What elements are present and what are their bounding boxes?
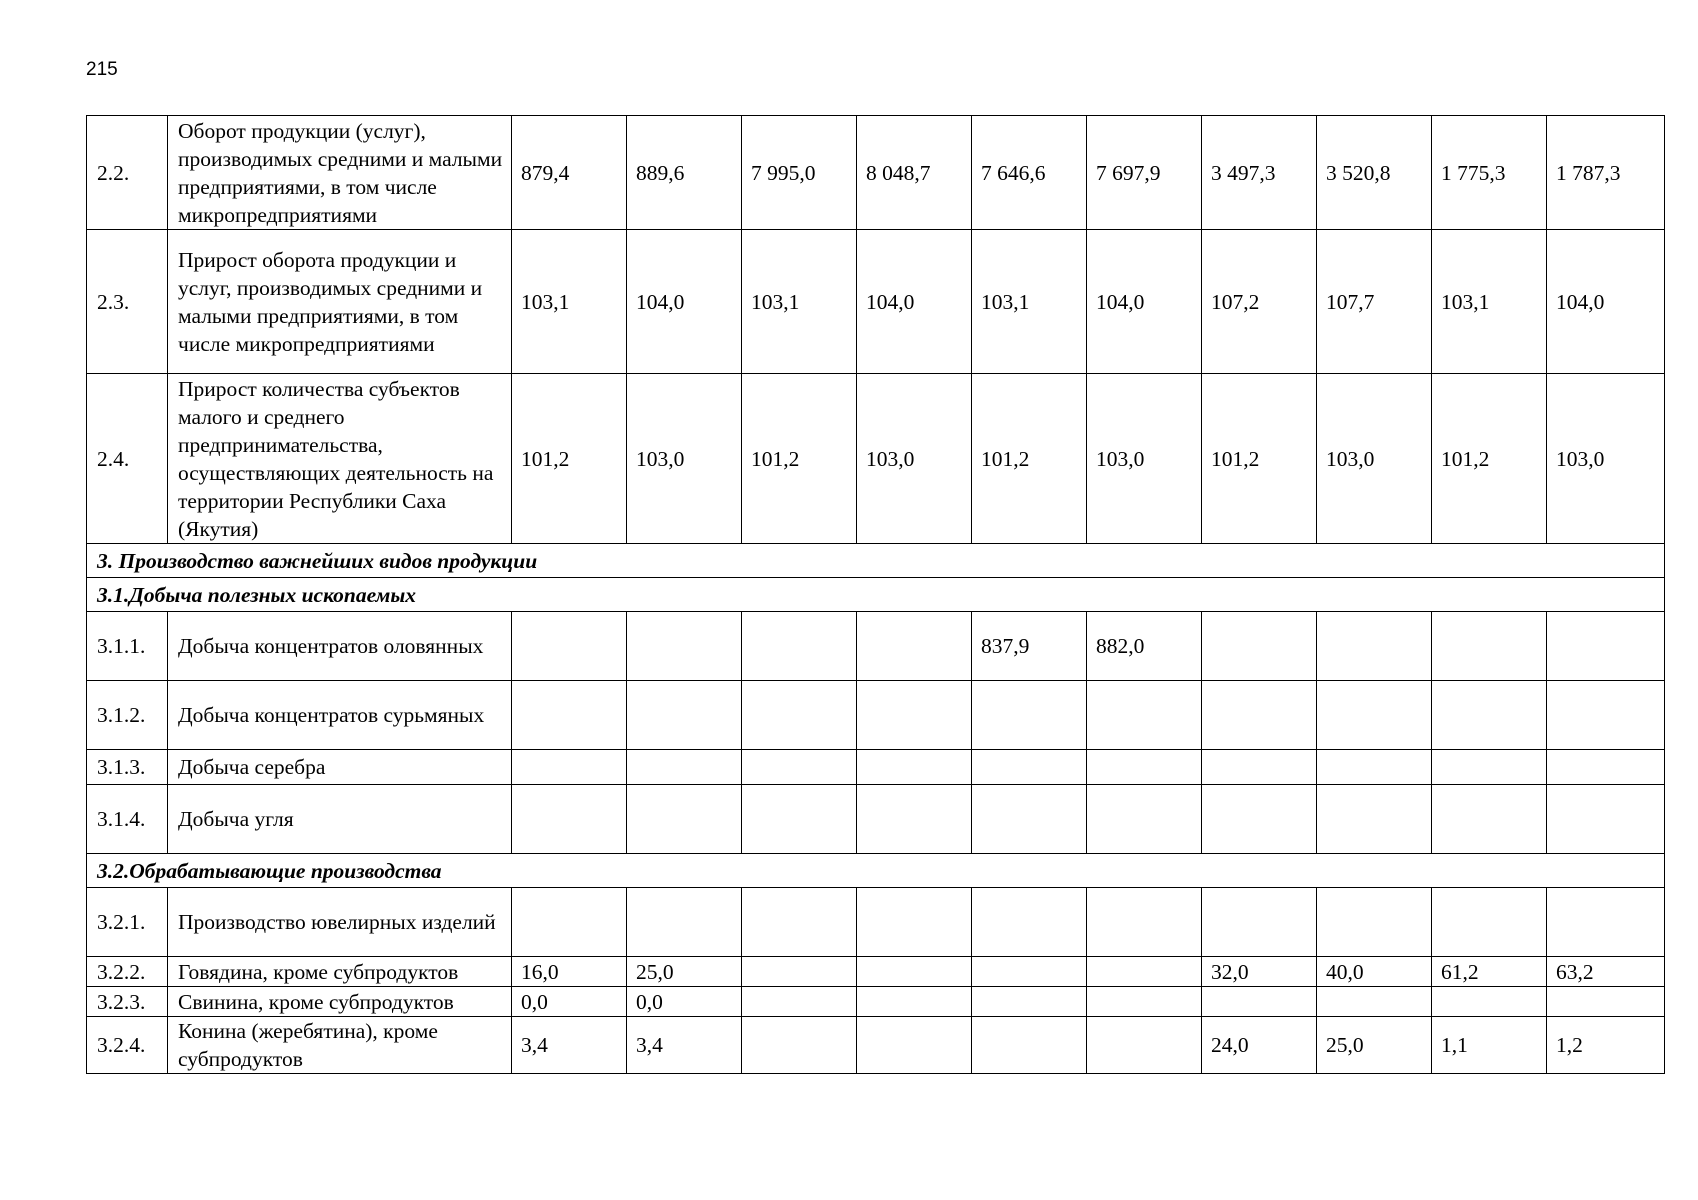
table-row	[87, 1017, 1665, 1074]
value-cell: 61,2	[1432, 957, 1547, 987]
value-cell	[1317, 681, 1432, 750]
section-title: 3. Производство важнейших видов продукции	[87, 544, 1665, 578]
indicator-name: Производство ювелирных изделий	[168, 888, 512, 957]
value-cell: 0,0	[512, 987, 627, 1017]
row-number: 3.2.2.	[87, 957, 168, 987]
value-cell: 25,0	[627, 957, 742, 987]
row-number: 2.2.	[87, 116, 168, 230]
indicator-name: Прирост количества субъектов малого и среднего предпринимательства, осуществляющих деятельность на территории Республики Саха (Якутия)	[168, 374, 512, 544]
value-cell	[1317, 888, 1432, 957]
value-cell	[1317, 987, 1432, 1017]
row-number: 3.1.3.	[87, 750, 168, 785]
value-cell: 1,1	[1432, 1017, 1547, 1074]
value-cell	[972, 785, 1087, 854]
row-number: 3.1.4.	[87, 785, 168, 854]
value-cell	[1547, 785, 1665, 854]
value-cell	[742, 957, 857, 987]
value-cell	[1547, 888, 1665, 957]
value-cell: 3,4	[512, 1017, 627, 1074]
value-cell: 103,0	[1547, 374, 1665, 544]
value-cell	[512, 785, 627, 854]
value-cell	[1087, 750, 1202, 785]
value-cell: 103,0	[1317, 374, 1432, 544]
value-cell	[627, 750, 742, 785]
indicator-name: Добыча концентратов сурьмяных	[168, 681, 512, 750]
value-cell: 3,4	[627, 1017, 742, 1074]
value-cell	[512, 750, 627, 785]
row-number: 3.2.4.	[87, 1017, 168, 1074]
value-cell	[512, 681, 627, 750]
value-cell	[972, 681, 1087, 750]
row-number: 2.3.	[87, 230, 168, 374]
value-cell	[1547, 750, 1665, 785]
value-cell	[1432, 750, 1547, 785]
value-cell	[972, 957, 1087, 987]
value-cell	[1432, 612, 1547, 681]
indicators-table	[86, 115, 1665, 1074]
value-cell	[1432, 681, 1547, 750]
indicator-name: Свинина, кроме субпродуктов	[168, 987, 512, 1017]
value-cell	[857, 888, 972, 957]
value-cell	[742, 750, 857, 785]
value-cell: 8 048,7	[857, 116, 972, 230]
value-cell: 101,2	[512, 374, 627, 544]
value-cell	[1087, 1017, 1202, 1074]
value-cell: 25,0	[1317, 1017, 1432, 1074]
value-cell	[972, 750, 1087, 785]
value-cell: 3 497,3	[1202, 116, 1317, 230]
value-cell: 103,1	[742, 230, 857, 374]
value-cell	[512, 612, 627, 681]
row-number: 3.2.1.	[87, 888, 168, 957]
value-cell: 1 775,3	[1432, 116, 1547, 230]
value-cell: 103,0	[627, 374, 742, 544]
table-row	[87, 957, 1665, 987]
value-cell: 0,0	[627, 987, 742, 1017]
value-cell: 104,0	[1547, 230, 1665, 374]
indicator-name: Добыча концентратов оловянных	[168, 612, 512, 681]
value-cell	[1317, 785, 1432, 854]
table-row	[87, 116, 1665, 230]
value-cell: 7 646,6	[972, 116, 1087, 230]
table-row	[87, 987, 1665, 1017]
value-cell	[1547, 681, 1665, 750]
section-row	[87, 854, 1665, 888]
value-cell	[857, 681, 972, 750]
value-cell	[857, 785, 972, 854]
value-cell: 103,1	[1432, 230, 1547, 374]
value-cell	[857, 750, 972, 785]
value-cell	[1087, 888, 1202, 957]
row-number: 3.2.3.	[87, 987, 168, 1017]
value-cell: 889,6	[627, 116, 742, 230]
section-row	[87, 544, 1665, 578]
value-cell: 24,0	[1202, 1017, 1317, 1074]
row-number: 3.1.2.	[87, 681, 168, 750]
section-row	[87, 578, 1665, 612]
table-row	[87, 750, 1665, 785]
indicator-name: Конина (жеребятина), кроме субпродуктов	[168, 1017, 512, 1074]
indicator-name: Говядина, кроме субпродуктов	[168, 957, 512, 987]
value-cell: 3 520,8	[1317, 116, 1432, 230]
value-cell: 882,0	[1087, 612, 1202, 681]
value-cell	[1202, 888, 1317, 957]
value-cell	[857, 987, 972, 1017]
value-cell: 101,2	[1202, 374, 1317, 544]
value-cell	[857, 612, 972, 681]
value-cell	[512, 888, 627, 957]
value-cell: 104,0	[857, 230, 972, 374]
value-cell	[1087, 987, 1202, 1017]
table-row	[87, 785, 1665, 854]
table-row	[87, 888, 1665, 957]
value-cell	[627, 612, 742, 681]
value-cell: 879,4	[512, 116, 627, 230]
table-row	[87, 681, 1665, 750]
page-number: 215	[86, 59, 118, 80]
indicator-name: Добыча угля	[168, 785, 512, 854]
value-cell: 101,2	[742, 374, 857, 544]
value-cell	[1547, 612, 1665, 681]
value-cell	[972, 987, 1087, 1017]
value-cell: 7 995,0	[742, 116, 857, 230]
value-cell: 32,0	[1202, 957, 1317, 987]
value-cell	[627, 681, 742, 750]
value-cell	[742, 681, 857, 750]
row-number: 3.1.1.	[87, 612, 168, 681]
value-cell	[742, 888, 857, 957]
value-cell	[972, 888, 1087, 957]
indicator-name: Прирост оборота продукции и услуг, производимых средними и малыми предприятиями, в том числе микропредприятиями	[168, 230, 512, 374]
value-cell	[1202, 750, 1317, 785]
table-row	[87, 374, 1665, 544]
section-title: 3.1.Добыча полезных ископаемых	[87, 578, 1665, 612]
value-cell: 107,7	[1317, 230, 1432, 374]
value-cell	[742, 987, 857, 1017]
value-cell: 104,0	[627, 230, 742, 374]
value-cell	[1432, 987, 1547, 1017]
value-cell	[857, 1017, 972, 1074]
value-cell	[1202, 785, 1317, 854]
value-cell	[742, 612, 857, 681]
value-cell	[1317, 750, 1432, 785]
table-row	[87, 230, 1665, 374]
value-cell	[1202, 612, 1317, 681]
value-cell	[742, 785, 857, 854]
value-cell: 103,0	[857, 374, 972, 544]
value-cell	[1202, 987, 1317, 1017]
value-cell	[972, 1017, 1087, 1074]
value-cell	[1432, 888, 1547, 957]
value-cell	[627, 888, 742, 957]
value-cell	[1202, 681, 1317, 750]
value-cell	[1317, 612, 1432, 681]
value-cell	[1087, 681, 1202, 750]
value-cell: 7 697,9	[1087, 116, 1202, 230]
value-cell: 837,9	[972, 612, 1087, 681]
value-cell: 16,0	[512, 957, 627, 987]
indicator-name: Оборот продукции (услуг), производимых средними и малыми предприятиями, в том числе микропредприятиями	[168, 116, 512, 230]
value-cell: 103,0	[1087, 374, 1202, 544]
value-cell	[1432, 785, 1547, 854]
value-cell: 107,2	[1202, 230, 1317, 374]
value-cell	[1087, 785, 1202, 854]
value-cell: 1,2	[1547, 1017, 1665, 1074]
value-cell: 101,2	[1432, 374, 1547, 544]
value-cell: 101,2	[972, 374, 1087, 544]
value-cell: 40,0	[1317, 957, 1432, 987]
value-cell: 104,0	[1087, 230, 1202, 374]
value-cell: 1 787,3	[1547, 116, 1665, 230]
value-cell	[627, 785, 742, 854]
row-number: 2.4.	[87, 374, 168, 544]
table-row	[87, 612, 1665, 681]
value-cell: 103,1	[972, 230, 1087, 374]
indicator-name: Добыча серебра	[168, 750, 512, 785]
section-title: 3.2.Обрабатывающие производства	[87, 854, 1665, 888]
value-cell	[1547, 987, 1665, 1017]
value-cell	[742, 1017, 857, 1074]
value-cell: 103,1	[512, 230, 627, 374]
value-cell	[857, 957, 972, 987]
value-cell	[1087, 957, 1202, 987]
value-cell: 63,2	[1547, 957, 1665, 987]
